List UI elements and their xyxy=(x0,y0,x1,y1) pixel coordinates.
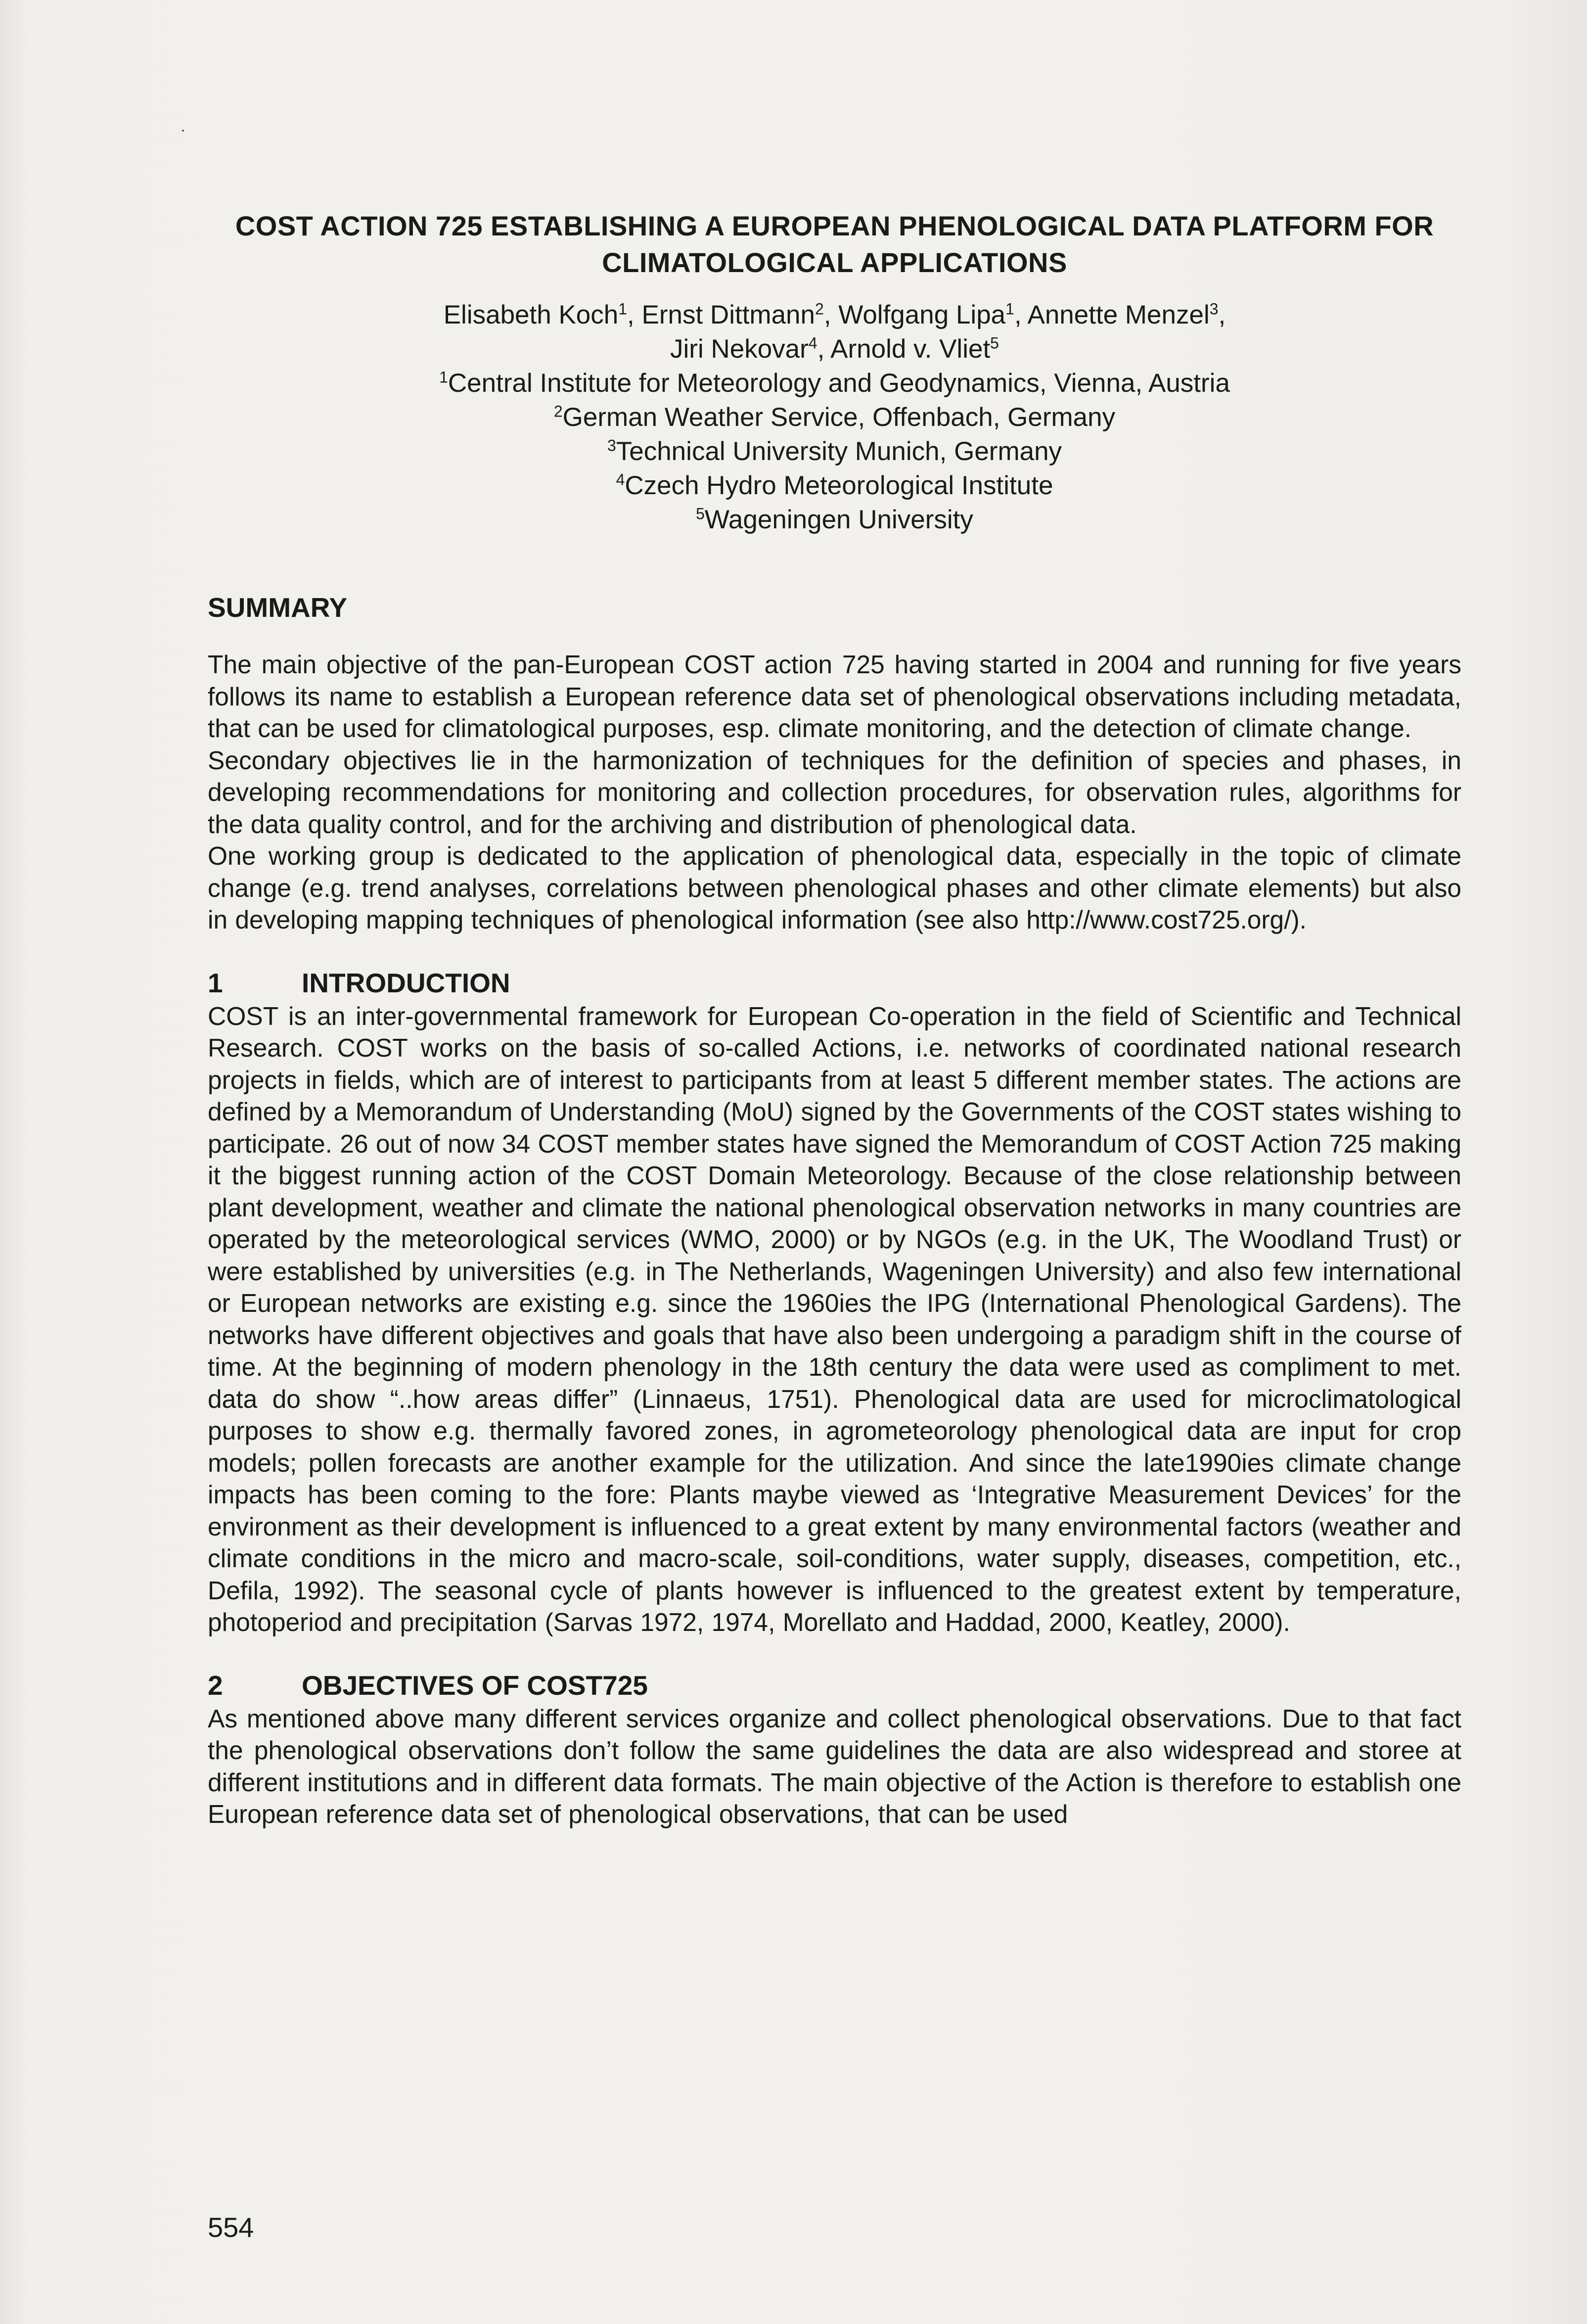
affiliation: $^1$Central Institute for Meteorology and Geodynamics, Vienna, Austria xyxy=(439,368,1230,398)
affiliation-mark: 3 xyxy=(1209,300,1219,318)
summary-section xyxy=(208,649,1461,936)
summary-paragraph: Secondary objectives lie in the harmonization of techniques for the definition of species and phases, in developing recommendations for monitoring and collection procedures, for observation rules, algorithms for the data quality control, and for the archiving and distribution of phenological data. xyxy=(208,745,1461,838)
affiliation-mark: 1 xyxy=(1005,300,1014,318)
summary-paragraph: One working group is dedicated to the application of phenological data, especially in the topic of climate change (e.g. trend analyses, correlations between phenological phases and other climate elements) but also in developing mapping techniques of phenological information (see also http://www.cost725.org/). xyxy=(208,841,1461,934)
summary-heading: SUMMARY xyxy=(208,592,348,623)
author-list: Elisabeth Koch$^1$, Ernst Dittmann$^2$, Wolfgang Lipa$^1$, Annette Menzel$^3$, Jiri Nekovar$^4$, Arnold v. Vliet$^5$ xyxy=(443,300,1226,364)
author-name: Wolfgang Lipa xyxy=(838,300,1006,329)
paper-title: COST ACTION 725 ESTABLISHING A EUROPEAN PHENOLOGICAL DATA PLATFORM FOR CLIMATOLOGICAL APPLICATIONS xyxy=(235,210,1434,278)
scan-speck xyxy=(182,130,184,132)
affiliation-list xyxy=(208,366,1461,537)
section-heading-introduction: 1 INTRODUCTION xyxy=(208,967,510,998)
objectives-paragraph: As mentioned above many different services organize and collect phenological observations. Due to that fact the phenological observations don’t follow the same guidelines the data are also widespread and storee at different institutions and in different data formats. The main objective of the Action is therefore to establish one European reference data set of phenological observations, that can be used xyxy=(208,1704,1461,1828)
author-name: Ernst Dittmann xyxy=(641,300,816,329)
affiliation-mark: 5 xyxy=(990,334,999,352)
affiliation: $^4$Czech Hydro Meteorological Institute xyxy=(616,470,1053,500)
affiliation-mark: 1 xyxy=(618,300,628,318)
introduction-paragraph: COST is an inter-governmental framework for European Co-operation in the field of Scientific and Technical Research. COST works on the basis of so-called Actions, i.e. networks of coordinated national research projects in fields, which are of interest to participants from at least 5 different member states. The actions are defined by a Memorandum of Understanding (MoU) signed by the Governments of the COST states wishing to participate. 26 out of now 34 COST member states have signed the Memorandum of COST Action 725 making it the biggest running action of the COST Domain Meteorology. Because of the close relationship between plant development, weather and climate the national phenological observation networks in many countries are operated by the meteorological services (WMO, 2000) or by NGOs (e.g. in the UK, The Woodland Trust) or were established by universities (e.g. in The Netherlands, Wageningen University) and also few international or European networks are existing e.g. since the 1960ies the IPG (International Phenological Gardens). The networks have different objectives and goals that have also been undergoing a paradigm shift in the course of time. At the beginning of modern phenology in the 18th century the data were used as compliment to met. data do show “..how areas differ” (Linnaeus, 1751). Phenological data are used for microclimatological purposes to show e.g. thermally favored zones, in agrometeorology phenological data are input for crop models; pollen forecasts are another example for the utilization. And since the late1990ies climate change impacts has been coming to the fore: Plants maybe viewed as ‘Integrative Measurement Devices’ for the environment as their development is influenced to a great extent by many environmental factors (weather and climate conditions in the micro and macro-scale, soil-conditions, water supply, diseases, competition, etc., Defila, 1992). The seasonal cycle of plants however is influenced to the greatest extent by temperature, photoperiod and precipitation (Sarvas 1972, 1974, Morellato and Haddad, 2000, Keatley, 2000). xyxy=(208,1001,1461,1636)
affiliation-mark: 2 xyxy=(815,300,824,318)
summary-paragraph: The main objective of the pan-European COST action 725 having started in 2004 and running for five years follows its name to establish a European reference data set of phenological observations including metadata, that can be used for climatological purposes, esp. climate monitoring, and the detection of climate change. xyxy=(208,650,1461,743)
author-name: Jiri Nekovar xyxy=(670,334,809,364)
author-name: Elisabeth Koch xyxy=(443,300,619,329)
page-number: 554 xyxy=(208,2212,254,2243)
affiliation-mark: 4 xyxy=(808,334,817,352)
author-name: Arnold v. Vliet xyxy=(830,334,991,364)
affiliation: $^3$Technical University Munich, Germany xyxy=(607,436,1062,466)
author-name: Annette Menzel xyxy=(1027,300,1210,329)
affiliation: $^2$German Weather Service, Offenbach, Germany xyxy=(553,402,1116,432)
affiliation: $^5$Wageningen University xyxy=(696,505,973,534)
paper-content xyxy=(208,208,1461,1830)
section-heading-objectives: 2 OBJECTIVES OF COST725 xyxy=(208,1670,648,1701)
